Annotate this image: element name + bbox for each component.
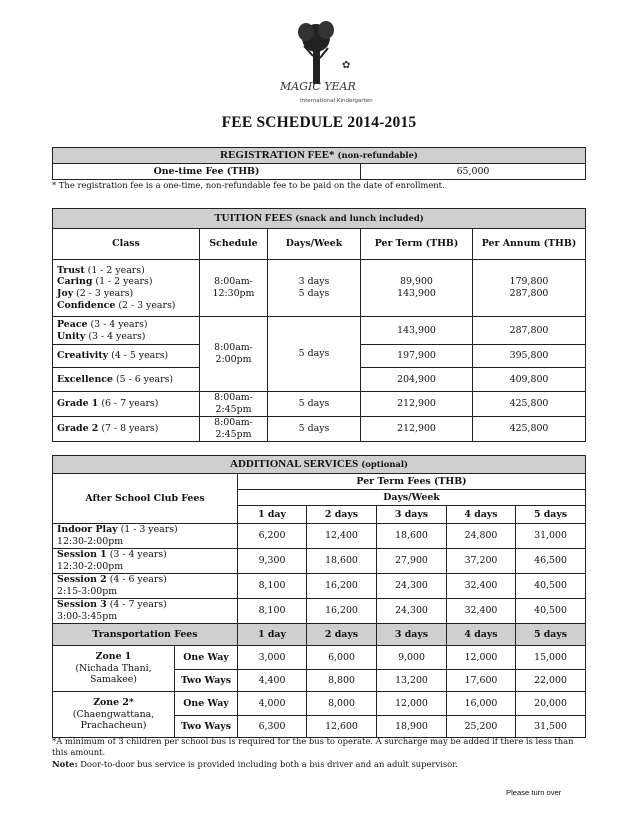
fee-cell: 16,200: [307, 574, 377, 599]
transport-note: *A minimum of 3 children per school bus is required for the bus to operate. A surcharge may be added if there is less than this amount. Note: Door-to-door bus service is provided including both a bus driver and an adult supervisor.: [52, 736, 574, 769]
day-header: 3 days: [377, 624, 447, 646]
fee-cell: 37,200: [447, 549, 516, 574]
col-annum: Per Annum (THB): [473, 229, 586, 260]
day-header: 3 days: [377, 506, 447, 524]
class-grade-1: Grade 1 (6 - 7 years): [53, 392, 200, 417]
fee-cell: 12,600: [307, 716, 377, 738]
fee-cell: 9,300: [238, 549, 307, 574]
day-header: 1 day: [238, 624, 307, 646]
page-title: FEE SCHEDULE 2014-2015: [221, 114, 417, 131]
fee-cell: 17,600: [447, 670, 516, 692]
registration-value: 65,000: [361, 164, 586, 180]
transport-row: [53, 646, 586, 670]
club-name: Session 3 (4 - 7 years) 3:00-3:45pm: [53, 599, 238, 624]
annum-1: 179,800 287,800: [473, 260, 586, 317]
logo-text: MAGIC YEAR: [280, 80, 356, 93]
club-row: [53, 524, 586, 549]
fee-cell: 16,000: [447, 692, 516, 716]
fee-cell: 40,500: [516, 574, 586, 599]
fee-cell: 4,400: [238, 670, 307, 692]
annum-grade-1: 425,800: [473, 392, 586, 417]
term-2: 143,900: [361, 317, 473, 345]
term-grade-1: 212,900: [361, 392, 473, 417]
days-2: 5 days: [268, 317, 361, 392]
class-grade-2: Grade 2 (7 - 8 years): [53, 417, 200, 442]
fee-cell: 3,000: [238, 646, 307, 670]
fee-cell: 24,800: [447, 524, 516, 549]
fee-cell: 6,200: [238, 524, 307, 549]
schedule-1: 8:00am-12:30pm: [200, 260, 268, 317]
fee-cell: 8,000: [307, 692, 377, 716]
fee-cell: 12,000: [377, 692, 447, 716]
fee-cell: 12,000: [447, 646, 516, 670]
class-excellence: Excellence (5 - 6 years): [53, 368, 200, 392]
day-header: 5 days: [516, 506, 586, 524]
fee-cell: 12,400: [307, 524, 377, 549]
registration-header: REGISTRATION FEE* (non-refundable): [53, 148, 586, 164]
svg-text:✿: ✿: [342, 60, 351, 71]
day-header: 1 day: [238, 506, 307, 524]
day-header: 5 days: [516, 624, 586, 646]
class-group-2: Peace (3 - 4 years) Unity (3 - 4 years): [53, 317, 200, 345]
annum-4: 409,800: [473, 368, 586, 392]
additional-services-table: [52, 455, 586, 738]
club-name: Session 1 (3 - 4 years) 12:30-2:00pm: [53, 549, 238, 574]
days-grade-1: 5 days: [268, 392, 361, 417]
day-header: 4 days: [447, 506, 516, 524]
fee-cell: 18,600: [307, 549, 377, 574]
term-1: 89,900 143,900: [361, 260, 473, 317]
fee-cell: 4,000: [238, 692, 307, 716]
day-header: 2 days: [307, 624, 377, 646]
fee-cell: 20,000: [516, 692, 586, 716]
way-label: Two Ways: [175, 716, 238, 738]
tuition-header: TUITION FEES (snack and lunch included): [53, 209, 586, 229]
fee-cell: 6,000: [307, 646, 377, 670]
fee-cell: 18,600: [377, 524, 447, 549]
day-header: 2 days: [307, 506, 377, 524]
annum-grade-2: 425,800: [473, 417, 586, 442]
col-schedule: Schedule: [200, 229, 268, 260]
fee-cell: 22,000: [516, 670, 586, 692]
schedule-grade-2: 8:00am-2:45pm: [200, 417, 268, 442]
fee-cell: 40,500: [516, 599, 586, 624]
fee-cell: 32,400: [447, 574, 516, 599]
fee-cell: 31,500: [516, 716, 586, 738]
way-label: One Way: [175, 692, 238, 716]
zone-2: Zone 2* (Chaengwattana, Prachacheun): [53, 692, 175, 738]
magic-year-logo: [270, 16, 390, 110]
logo-subtext: International Kindergarten: [300, 98, 373, 104]
fee-cell: 27,900: [377, 549, 447, 574]
fee-cell: 18,900: [377, 716, 447, 738]
registration-table: [52, 147, 586, 180]
fee-cell: 6,300: [238, 716, 307, 738]
club-row: [53, 599, 586, 624]
fee-cell: 32,400: [447, 599, 516, 624]
fee-cell: 8,800: [307, 670, 377, 692]
class-creativity: Creativity (4 - 5 years): [53, 345, 200, 368]
fee-cell: 31,000: [516, 524, 586, 549]
days-week-label: Days/Week: [238, 490, 586, 506]
fee-cell: 25,200: [447, 716, 516, 738]
fee-cell: 13,200: [377, 670, 447, 692]
way-label: One Way: [175, 646, 238, 670]
registration-note: * The registration fee is a one-time, non-refundable fee to be paid on the date of enrollment.: [52, 180, 445, 190]
days-1: 3 days 5 days: [268, 260, 361, 317]
col-days: Days/Week: [268, 229, 361, 260]
term-4: 204,900: [361, 368, 473, 392]
term-grade-2: 212,900: [361, 417, 473, 442]
after-school-label: After School Club Fees: [53, 474, 238, 524]
transport-row: [53, 692, 586, 716]
club-name: Indoor Play (1 - 3 years) 12:30-2:00pm: [53, 524, 238, 549]
fee-cell: 16,200: [307, 599, 377, 624]
fee-cell: 8,100: [238, 599, 307, 624]
schedule-grade-1: 8:00am-2:45pm: [200, 392, 268, 417]
fee-cell: 46,500: [516, 549, 586, 574]
annum-3: 395,800: [473, 345, 586, 368]
day-header: 4 days: [447, 624, 516, 646]
club-name: Session 2 (4 - 6 years) 2:15-3:00pm: [53, 574, 238, 599]
additional-header: ADDITIONAL SERVICES (optional): [53, 456, 586, 474]
registration-label: One-time Fee (THB): [53, 164, 361, 180]
fee-cell: 15,000: [516, 646, 586, 670]
club-row: [53, 549, 586, 574]
fee-cell: 24,300: [377, 599, 447, 624]
fee-cell: 8,100: [238, 574, 307, 599]
way-label: Two Ways: [175, 670, 238, 692]
club-row: [53, 574, 586, 599]
footer-text: Please turn over: [506, 788, 562, 797]
class-group-1: Trust (1 - 2 years) Caring (1 - 2 years) Joy (2 - 3 years) Confidence (2 - 3 years): [53, 260, 200, 317]
tree-icon: [298, 21, 334, 84]
fee-cell: 9,000: [377, 646, 447, 670]
transport-label: Transportation Fees: [53, 624, 238, 646]
annum-2: 287,800: [473, 317, 586, 345]
term-3: 197,900: [361, 345, 473, 368]
col-term: Per Term (THB): [361, 229, 473, 260]
tuition-table: [52, 208, 586, 442]
col-class: Class: [53, 229, 200, 260]
per-term-label: Per Term Fees (THB): [238, 474, 586, 490]
fee-cell: 24,300: [377, 574, 447, 599]
days-grade-2: 5 days: [268, 417, 361, 442]
zone-1: Zone 1 (Nichada Thani, Samakee): [53, 646, 175, 692]
schedule-2: 8:00am-2:00pm: [200, 317, 268, 392]
